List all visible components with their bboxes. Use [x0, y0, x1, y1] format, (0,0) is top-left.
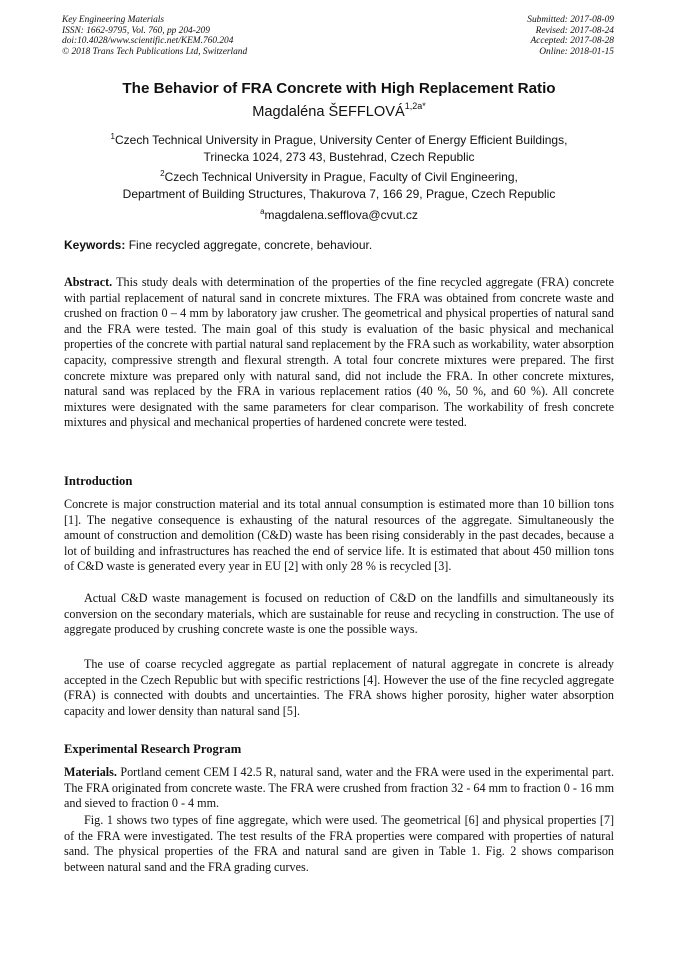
keywords-label: Keywords: — [64, 238, 126, 252]
affiliation-2-line1: Czech Technical University in Prague, Faculty of Civil Engineering, — [164, 170, 518, 184]
affiliation-1-line2: Trinecka 1024, 273 43, Bustehrad, Czech Republic — [203, 150, 475, 164]
journal-name: Key Engineering Materials — [62, 15, 165, 25]
intro-paragraph-3: The use of coarse recycled aggregate as partial replacement of natural aggregate in concrete is already accepted in the Czech Republic but with specific restrictions [4]. However the use of the fine recycled aggregate (FRA) is connected with doubts and uncertainties. The FRA shows higher porosity, higher water absorption capacity and lower density than natural sand [5]. — [64, 657, 614, 718]
intro-paragraph-2: Actual C&D waste management is focused on reduction of C&D on the landfills and simultaneously its conversion on the secondary materials, which are sustainable for reuse and recycling in construction. The use of aggregate produced by crushing concrete waste is one the possible ways. — [64, 591, 614, 637]
journal-issn: ISSN: 1662-9795, Vol. 760, pp 204-209 — [62, 25, 210, 36]
affiliation-2-sup: 2 — [160, 169, 165, 178]
affiliation-1-sup: 1 — [110, 132, 115, 141]
keywords-text: Fine recycled aggregate, concrete, behaviour. — [125, 238, 373, 252]
journal-copyright: © 2018 Trans Tech Publications Ltd, Switzerland — [62, 46, 248, 57]
author-line — [30, 102, 648, 120]
journal-info — [62, 15, 247, 57]
journal-doi: doi:10.4028/www.scientific.net/KEM.760.204 — [62, 36, 234, 47]
affiliation-2 — [30, 165, 648, 203]
affiliation-2-line2: Department of Building Structures, Thakurova 7, 166 29, Prague, Czech Republic — [122, 187, 556, 201]
author-name: Magdaléna ŠEFFLOVÁ — [252, 103, 405, 120]
email-address[interactable]: magdalena.sefflova@cvut.cz — [264, 208, 418, 222]
introduction-heading: Introduction — [64, 474, 133, 488]
abstract-label: Abstract. — [64, 275, 113, 289]
email-sup: a — [260, 207, 265, 216]
accepted-date: Accepted: 2017-08-28 — [530, 36, 614, 47]
intro-paragraph-1: Concrete is major construction material and its total annual consumption is estimated more than 10 billion tons [1]. The negative consequence is exhausting of the natural resources of the aggregate. Simultaneously the amount of construction and demolition (C&D) waste has been rising considerably in the past decades, because a lot of building and infrastructures has reached the end of service life. It is estimated that about 450 million tons of C&D waste is generated every year in EU [2] with only 28 % is recycled [3]. — [64, 497, 614, 574]
abstract-text: This study deals with determination of the properties of the fine recycled aggregate (FRA) concrete with partial replacement of natural sand in concrete mixtures. The FRA was obtained from concrete waste and crushed on fraction 0 – 4 mm by laboratory jaw crusher. The geometrical and physical properties of natural sand and the FRA were tested. The main goal of this study is evaluation of the basic physical and mechanical properties of the concrete with partial natural sand replacement by the FRA such as workability, water absorption capacity, compressive strength and flexural strength. A total four concrete mixtures were prepared. The first concrete mixture was prepared only with natural sand, did not include the FRA. In other concrete mixtures, natural sand was replaced by the FRA in various replacement ratios (40 %, 50 %, and 60 %). All concrete mixtures were designated with the same parameters for clear comparison. The workability of fresh concrete mixtures and physical and mechanical properties of hardened concrete were tested. — [64, 275, 614, 430]
submitted-date: Submitted: 2017-08-09 — [527, 15, 614, 25]
affiliation-1 — [30, 128, 648, 166]
author-email — [30, 203, 648, 224]
experimental-heading: Experimental Research Program — [64, 742, 242, 756]
keywords — [64, 238, 616, 252]
materials-paragraph — [64, 765, 614, 812]
online-date: Online: 2018-01-15 — [539, 46, 614, 57]
abstract — [64, 275, 614, 431]
paper-title: The Behavior of FRA Concrete with High Replacement Ratio — [122, 80, 556, 97]
affiliation-1-line1: Czech Technical University in Prague, University Center of Energy Efficient Buildings, — [115, 133, 568, 147]
author-superscript: 1,2a* — [404, 101, 426, 111]
submission-dates — [527, 15, 614, 57]
revised-date: Revised: 2017-08-24 — [535, 25, 614, 36]
materials-text: Portland cement CEM I 42.5 R, natural sand, water and the FRA were used in the experimental part. The FRA originated from concrete waste. The FRA were crushed from fraction 32 - 64 mm to fraction 0 - 16 mm and sieved to fraction 0 - 4 mm. — [64, 765, 615, 811]
fig-paragraph: Fig. 1 shows two types of fine aggregate, which were used. The geometrical [6] and physical properties [7] of the FRA were investigated. The test results of the FRA properties were compared with properties of natural sand. The physical properties of the FRA and natural sand are given in Table 1. Fig. 2 shows comparison between natural sand and the FRA grading curves. — [64, 813, 614, 874]
materials-label: Materials. — [64, 765, 117, 779]
